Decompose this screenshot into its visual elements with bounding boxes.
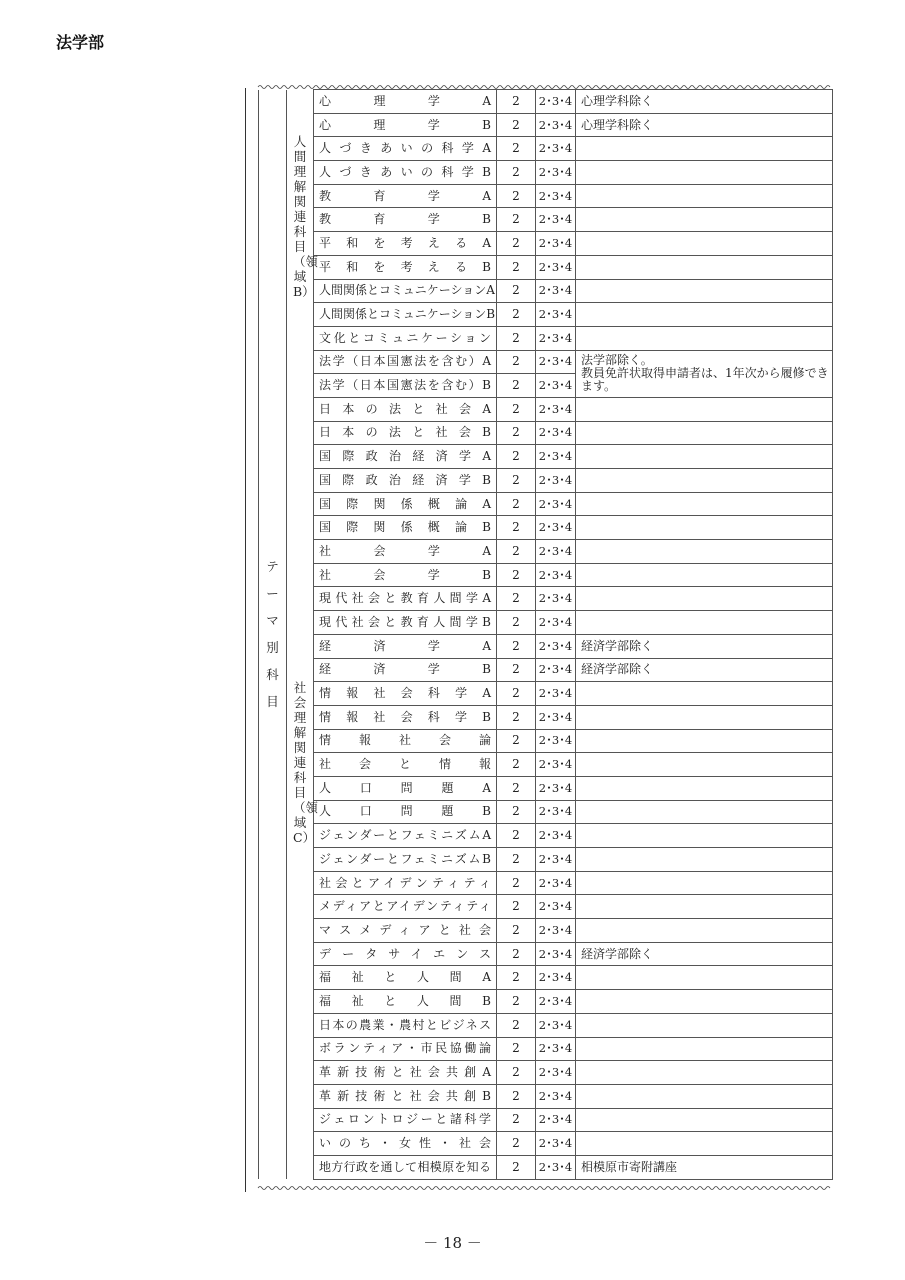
course-name: 人づきあいの科学B xyxy=(314,161,497,185)
course-years: 2･3･4 xyxy=(536,326,576,350)
table-row xyxy=(259,587,833,611)
course-credits: 2 xyxy=(497,540,536,564)
course-credits: 2 xyxy=(497,1061,536,1085)
course-name: 法学（日本国憲法を含む）B xyxy=(314,374,497,398)
course-credits: 2 xyxy=(497,184,536,208)
course-note xyxy=(576,1037,833,1061)
course-years: 2･3･4 xyxy=(536,161,576,185)
course-credits: 2 xyxy=(497,255,536,279)
course-credits: 2 xyxy=(497,350,536,374)
course-name: 国際関係概論A xyxy=(314,492,497,516)
table-row xyxy=(259,919,833,943)
course-credits: 2 xyxy=(497,161,536,185)
course-name: 福祉と人間B xyxy=(314,990,497,1014)
course-years: 2･3･4 xyxy=(536,540,576,564)
course-note xyxy=(576,421,833,445)
course-name: 心理学B xyxy=(314,113,497,137)
course-credits: 2 xyxy=(497,445,536,469)
course-name: 法学（日本国憲法を含む）A xyxy=(314,350,497,374)
course-name: 国際関係概論B xyxy=(314,516,497,540)
course-years: 2･3･4 xyxy=(536,871,576,895)
table-row xyxy=(259,824,833,848)
table-row xyxy=(259,800,833,824)
course-credits: 2 xyxy=(497,966,536,990)
course-note xyxy=(576,966,833,990)
course-years: 2･3･4 xyxy=(536,634,576,658)
course-years: 2･3･4 xyxy=(536,895,576,919)
course-name: 日本の農業・農村とビジネス xyxy=(314,1013,497,1037)
course-years: 2･3･4 xyxy=(536,255,576,279)
course-note xyxy=(576,1132,833,1156)
course-note xyxy=(576,469,833,493)
course-name: 情報社会科学A xyxy=(314,682,497,706)
course-note xyxy=(576,397,833,421)
course-name: 人づきあいの科学A xyxy=(314,137,497,161)
course-name: 国際政治経済学A xyxy=(314,445,497,469)
course-name: 経済学A xyxy=(314,634,497,658)
course-credits: 2 xyxy=(497,421,536,445)
bottom-break-line xyxy=(258,1185,832,1191)
course-name: 人間関係とコミュニケーションB xyxy=(314,303,497,327)
course-name: 平和を考えるA xyxy=(314,232,497,256)
course-credits: 2 xyxy=(497,374,536,398)
table-row xyxy=(259,326,833,350)
course-years: 2･3･4 xyxy=(536,658,576,682)
table-row xyxy=(259,303,833,327)
course-note xyxy=(576,137,833,161)
course-note xyxy=(576,776,833,800)
page-header: 法学部 xyxy=(56,33,105,52)
course-name: 人口問題B xyxy=(314,800,497,824)
course-years: 2･3･4 xyxy=(536,563,576,587)
course-years: 2･3･4 xyxy=(536,1013,576,1037)
table-row xyxy=(259,682,833,706)
course-credits: 2 xyxy=(497,1013,536,1037)
course-name: 現代社会と教育人間学A xyxy=(314,587,497,611)
course-name: 心理学A xyxy=(314,90,497,114)
course-years: 2･3･4 xyxy=(536,397,576,421)
course-note xyxy=(576,848,833,872)
course-years: 2･3･4 xyxy=(536,919,576,943)
course-name: 日本の法と社会B xyxy=(314,421,497,445)
course-years: 2･3･4 xyxy=(536,942,576,966)
course-years: 2･3･4 xyxy=(536,279,576,303)
course-note xyxy=(576,729,833,753)
course-years: 2･3･4 xyxy=(536,1061,576,1085)
course-name: 社会とアイデンティティ xyxy=(314,871,497,895)
course-credits: 2 xyxy=(497,303,536,327)
table-row xyxy=(259,611,833,635)
course-years: 2･3･4 xyxy=(536,1037,576,1061)
table-row xyxy=(259,161,833,185)
table-row xyxy=(259,232,833,256)
course-note xyxy=(576,871,833,895)
course-note xyxy=(576,1084,833,1108)
course-note xyxy=(576,303,833,327)
course-years: 2･3･4 xyxy=(536,445,576,469)
domain-c-cell xyxy=(287,350,319,1179)
course-years: 2･3･4 xyxy=(536,113,576,137)
course-credits: 2 xyxy=(497,848,536,872)
course-name: 社会と情報 xyxy=(314,753,497,777)
course-years: 2･3･4 xyxy=(536,1155,576,1179)
table-row xyxy=(259,895,833,919)
course-name: 教育学A xyxy=(314,184,497,208)
course-credits: 2 xyxy=(497,1037,536,1061)
course-credits: 2 xyxy=(497,208,536,232)
course-credits: 2 xyxy=(497,753,536,777)
table-row xyxy=(259,966,833,990)
table-row xyxy=(259,255,833,279)
course-credits: 2 xyxy=(497,1108,536,1132)
course-years: 2･3･4 xyxy=(536,800,576,824)
course-credits: 2 xyxy=(497,516,536,540)
table-row xyxy=(259,397,833,421)
course-years: 2･3･4 xyxy=(536,184,576,208)
course-name: 文化とコミュニケーション xyxy=(314,326,497,350)
course-credits: 2 xyxy=(497,492,536,516)
course-name: 社会学A xyxy=(314,540,497,564)
course-note xyxy=(576,208,833,232)
table-row xyxy=(259,113,833,137)
course-name: 情報社会科学B xyxy=(314,705,497,729)
course-credits: 2 xyxy=(497,397,536,421)
course-name: 地方行政を通して相模原を知る xyxy=(314,1155,497,1179)
course-note xyxy=(576,800,833,824)
course-credits: 2 xyxy=(497,705,536,729)
course-table-body xyxy=(259,90,833,1180)
course-credits: 2 xyxy=(497,871,536,895)
course-years: 2･3･4 xyxy=(536,776,576,800)
course-years: 2･3･4 xyxy=(536,492,576,516)
course-name: 国際政治経済学B xyxy=(314,469,497,493)
course-name: 人間関係とコミュニケーションA xyxy=(314,279,497,303)
course-name: 情報社会論 xyxy=(314,729,497,753)
course-years: 2･3･4 xyxy=(536,137,576,161)
course-note xyxy=(576,1108,833,1132)
table-row xyxy=(259,848,833,872)
course-years: 2･3･4 xyxy=(536,516,576,540)
course-credits: 2 xyxy=(497,611,536,635)
course-credits: 2 xyxy=(497,113,536,137)
table-row xyxy=(259,1155,833,1179)
course-note xyxy=(576,753,833,777)
course-name: 経済学B xyxy=(314,658,497,682)
course-note xyxy=(576,161,833,185)
course-note xyxy=(576,184,833,208)
course-credits: 2 xyxy=(497,729,536,753)
course-years: 2･3･4 xyxy=(536,374,576,398)
law-note: 法学部除く。 教員免許状取得申請者は、1年次から履修できます。 xyxy=(576,350,833,397)
table-row xyxy=(259,445,833,469)
table-row xyxy=(259,705,833,729)
course-years: 2･3･4 xyxy=(536,824,576,848)
table-row xyxy=(259,1037,833,1061)
domain-c-label: 社会理解関連科目（領域C） xyxy=(293,680,319,846)
course-note xyxy=(576,445,833,469)
course-name: メディアとアイデンティティ xyxy=(314,895,497,919)
course-years: 2･3･4 xyxy=(536,729,576,753)
course-credits: 2 xyxy=(497,326,536,350)
course-name: 福祉と人間A xyxy=(314,966,497,990)
course-credits: 2 xyxy=(497,895,536,919)
course-note xyxy=(576,232,833,256)
course-note xyxy=(576,492,833,516)
course-years: 2･3･4 xyxy=(536,1084,576,1108)
table-row xyxy=(259,634,833,658)
course-name: ジェンダーとフェミニズムB xyxy=(314,848,497,872)
course-years: 2･3･4 xyxy=(536,232,576,256)
course-credits: 2 xyxy=(497,942,536,966)
course-name: 平和を考えるB xyxy=(314,255,497,279)
course-name: ボランティア・市民協働論 xyxy=(314,1037,497,1061)
table-row xyxy=(259,1108,833,1132)
course-name: ジェンダーとフェミニズムA xyxy=(314,824,497,848)
course-credits: 2 xyxy=(497,800,536,824)
course-credits: 2 xyxy=(497,563,536,587)
course-note xyxy=(576,824,833,848)
course-years: 2･3･4 xyxy=(536,611,576,635)
course-note xyxy=(576,279,833,303)
domain-b-label: 人間理解関連科目（領域B） xyxy=(293,133,319,299)
course-credits: 2 xyxy=(497,919,536,943)
course-note: 相模原市寄附講座 xyxy=(576,1155,833,1179)
course-note xyxy=(576,682,833,706)
course-credits: 2 xyxy=(497,279,536,303)
course-credits: 2 xyxy=(497,634,536,658)
course-years: 2･3･4 xyxy=(536,682,576,706)
table-row xyxy=(259,1132,833,1156)
course-years: 2･3･4 xyxy=(536,208,576,232)
course-note xyxy=(576,1061,833,1085)
course-credits: 2 xyxy=(497,137,536,161)
table-row xyxy=(259,1013,833,1037)
course-years: 2･3･4 xyxy=(536,966,576,990)
course-note xyxy=(576,255,833,279)
table-row xyxy=(259,729,833,753)
course-credits: 2 xyxy=(497,469,536,493)
course-credits: 2 xyxy=(497,682,536,706)
course-name: マスメディアと社会 xyxy=(314,919,497,943)
course-credits: 2 xyxy=(497,1132,536,1156)
course-name: 革新技術と社会共創B xyxy=(314,1084,497,1108)
course-years: 2･3･4 xyxy=(536,990,576,1014)
course-years: 2･3･4 xyxy=(536,421,576,445)
table-row xyxy=(259,1061,833,1085)
table-row xyxy=(259,540,833,564)
course-name: 現代社会と教育人間学B xyxy=(314,611,497,635)
table-row xyxy=(259,469,833,493)
theme-label-cell xyxy=(259,90,287,1180)
course-credits: 2 xyxy=(497,658,536,682)
table-row xyxy=(259,1084,833,1108)
course-note xyxy=(576,919,833,943)
course-credits: 2 xyxy=(497,1084,536,1108)
course-years: 2･3･4 xyxy=(536,303,576,327)
course-name: 人口問題A xyxy=(314,776,497,800)
course-years: 2･3･4 xyxy=(536,350,576,374)
table-row xyxy=(259,990,833,1014)
course-years: 2･3･4 xyxy=(536,587,576,611)
course-note: 経済学部除く xyxy=(576,942,833,966)
course-credits: 2 xyxy=(497,776,536,800)
table-row xyxy=(259,871,833,895)
course-note xyxy=(576,326,833,350)
course-credits: 2 xyxy=(497,232,536,256)
course-credits: 2 xyxy=(497,990,536,1014)
table-row xyxy=(259,516,833,540)
course-credits: 2 xyxy=(497,587,536,611)
table-row xyxy=(259,184,833,208)
course-name: いのち・女性・社会 xyxy=(314,1132,497,1156)
course-note xyxy=(576,705,833,729)
course-name: 社会学B xyxy=(314,563,497,587)
course-name: 日本の法と社会A xyxy=(314,397,497,421)
course-note xyxy=(576,895,833,919)
course-note: 経済学部除く xyxy=(576,634,833,658)
table-row xyxy=(259,753,833,777)
course-note xyxy=(576,540,833,564)
course-years: 2･3･4 xyxy=(536,1108,576,1132)
course-note: 心理学科除く xyxy=(576,113,833,137)
table-row xyxy=(259,208,833,232)
table-row xyxy=(259,492,833,516)
course-credits: 2 xyxy=(497,1155,536,1179)
course-name: 革新技術と社会共創A xyxy=(314,1061,497,1085)
course-credits: 2 xyxy=(497,824,536,848)
course-name: データサイエンス xyxy=(314,942,497,966)
course-years: 2･3･4 xyxy=(536,848,576,872)
course-years: 2･3･4 xyxy=(536,705,576,729)
table-row xyxy=(259,90,833,114)
course-note: 心理学科除く xyxy=(576,90,833,114)
course-note xyxy=(576,611,833,635)
table-row xyxy=(259,421,833,445)
table-row xyxy=(259,658,833,682)
table-row xyxy=(259,942,833,966)
course-note xyxy=(576,990,833,1014)
course-credits: 2 xyxy=(497,90,536,114)
course-years: 2･3･4 xyxy=(536,469,576,493)
course-note: 経済学部除く xyxy=(576,658,833,682)
course-years: 2･3･4 xyxy=(536,1132,576,1156)
page-number: － 18 － xyxy=(423,1234,482,1252)
course-note xyxy=(576,516,833,540)
table-row xyxy=(259,350,833,374)
table-row xyxy=(259,776,833,800)
table-row xyxy=(259,279,833,303)
table-row xyxy=(259,563,833,587)
course-note xyxy=(576,1013,833,1037)
domain-b-cell xyxy=(287,90,319,351)
course-name: 教育学B xyxy=(314,208,497,232)
course-note xyxy=(576,563,833,587)
course-note xyxy=(576,587,833,611)
course-years: 2･3･4 xyxy=(536,753,576,777)
course-years: 2･3･4 xyxy=(536,90,576,114)
course-table xyxy=(258,89,833,1180)
margin-rule xyxy=(245,88,246,1192)
table-row xyxy=(259,137,833,161)
theme-label: テーマ別科目 xyxy=(266,559,279,710)
course-name: ジェロントロジーと諸科学 xyxy=(314,1108,497,1132)
